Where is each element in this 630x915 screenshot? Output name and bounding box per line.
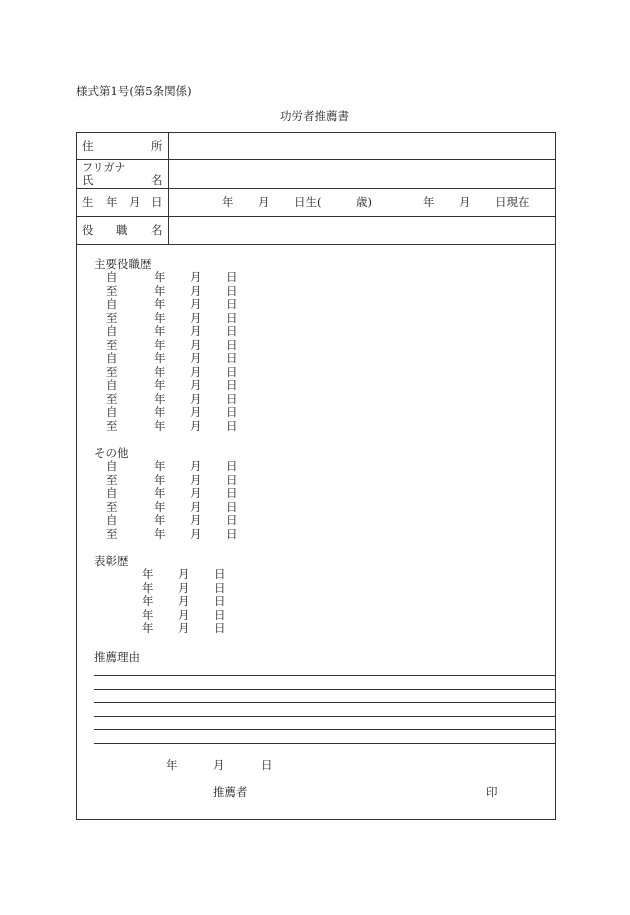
awards-heading: 表彰歴	[94, 554, 129, 568]
career-list: 自 年 月 日 至 年 月 日 自 年 月 日 至 年 月 日 自 年 月 日 至 年 月 日 自 年 月 日 至 年 月 日 自 年 月 日 至 年 月 日 自 年 月 日 至 年 月 日	[106, 270, 238, 433]
form-number: 様式第1号(第5条関係)	[76, 84, 192, 98]
dob-label-char: 月	[129, 195, 141, 209]
age-suffix: 歳)	[356, 195, 372, 209]
asof-day-suffix: 日現在	[495, 195, 530, 209]
dob-label-char: 年	[106, 195, 118, 209]
address-label-last: 所	[151, 139, 163, 153]
other-list: 自 年 月 日 至 年 月 日 自 年 月 日 至 年 月 日 自 年 月 日 至 年 月 日	[106, 459, 238, 541]
position-label-char: 名	[151, 223, 163, 237]
row-divider	[76, 159, 556, 160]
row-divider	[76, 216, 556, 217]
career-heading: 主要役職歴	[94, 257, 152, 271]
dob-year-suffix: 年	[222, 195, 234, 209]
reason-heading: 推薦理由	[94, 650, 140, 664]
furigana-label: フリガナ	[82, 161, 126, 174]
name-field[interactable]	[172, 162, 552, 186]
footer-year-suffix: 年	[166, 758, 178, 772]
dob-label-char: 日	[151, 195, 163, 209]
name-label-first: 氏	[82, 173, 94, 187]
address-label-first: 住	[82, 139, 94, 153]
position-field[interactable]	[172, 219, 552, 241]
recommender-label: 推薦者	[213, 785, 248, 799]
name-label-last: 名	[151, 173, 163, 187]
asof-month-suffix: 月	[459, 195, 471, 209]
row-divider	[76, 188, 556, 189]
page-title: 功労者推薦書	[280, 109, 349, 123]
asof-year-suffix: 年	[423, 195, 435, 209]
position-label-char: 役	[82, 223, 94, 237]
dob-month-suffix: 月	[258, 195, 270, 209]
reason-field[interactable]	[94, 668, 552, 746]
other-heading: その他	[94, 446, 129, 460]
address-field[interactable]	[172, 135, 552, 157]
footer-day-suffix: 日	[261, 758, 273, 772]
position-label-char: 職	[116, 223, 128, 237]
dob-label-char: 生	[82, 195, 94, 209]
seal-label: 印	[486, 785, 498, 799]
dob-day-birth-suffix: 日生(	[294, 195, 322, 209]
row-divider	[76, 244, 556, 245]
footer-month-suffix: 月	[213, 758, 225, 772]
awards-list: 年 月 日 年 月 日 年 月 日 年 月 日 年 月 日	[142, 567, 226, 635]
